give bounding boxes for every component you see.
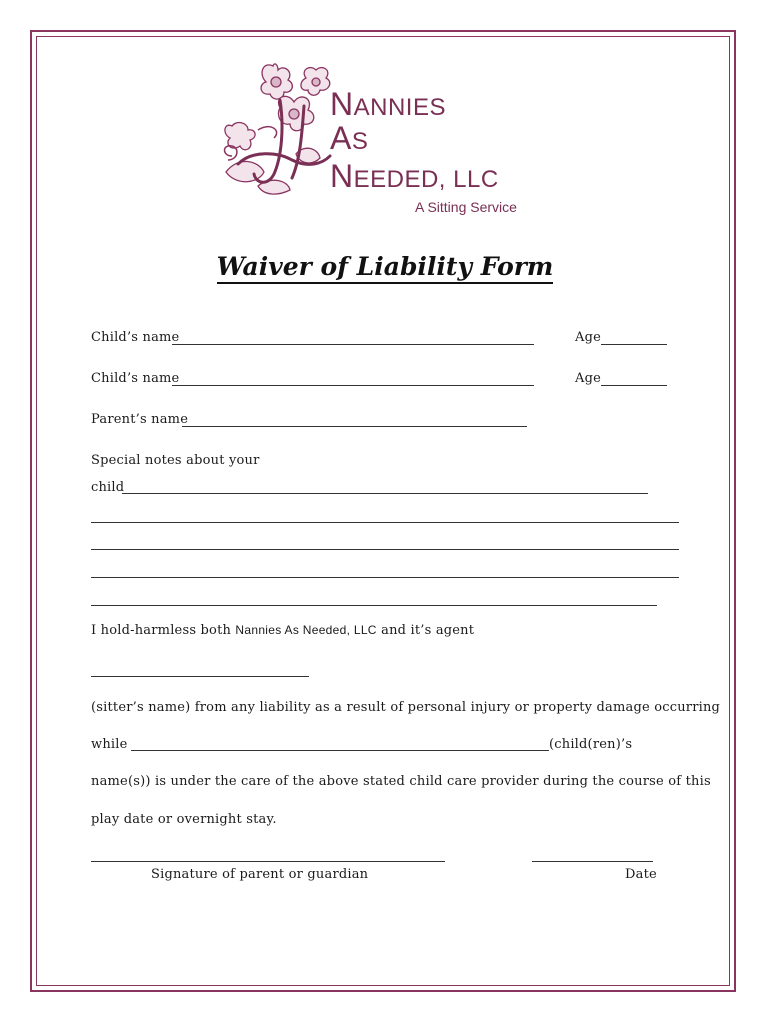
while-label: while bbox=[91, 737, 128, 752]
child-name-label-1: Child’s name bbox=[91, 330, 180, 345]
child-name-field-2[interactable] bbox=[172, 385, 534, 386]
age-field-1[interactable] bbox=[601, 344, 667, 345]
age-field-2[interactable] bbox=[601, 385, 667, 386]
special-notes-field-4[interactable] bbox=[91, 577, 679, 578]
parent-name-field[interactable] bbox=[182, 426, 527, 427]
special-notes-field-5[interactable] bbox=[91, 605, 657, 606]
special-notes-field-3[interactable] bbox=[91, 549, 679, 550]
signature-label: Signature of parent or guardian bbox=[151, 867, 369, 882]
brand-name-line-3: NEEDED, LLC bbox=[330, 158, 499, 194]
form-title: Waiver of Liability Form bbox=[0, 252, 770, 281]
date-label: Date bbox=[625, 867, 657, 882]
hold-harmless-suffix: and it’s agent bbox=[381, 623, 475, 638]
brand-name-line-1: NANNIES bbox=[330, 86, 446, 122]
signature-field[interactable] bbox=[91, 861, 445, 862]
children-names-label: (child(ren)’s bbox=[549, 737, 633, 752]
child-label: child bbox=[91, 480, 125, 495]
children-names-field[interactable] bbox=[131, 750, 549, 751]
brand-tagline: A Sitting Service bbox=[415, 199, 517, 215]
hold-harmless-statement bbox=[91, 623, 474, 638]
special-notes-label: Special notes about your bbox=[91, 453, 260, 468]
special-notes-field-2[interactable] bbox=[91, 522, 679, 523]
age-label-2: Age bbox=[575, 371, 602, 386]
sitter-liability-text: (sitter’s name) from any liability as a result of personal injury or property damage occurring bbox=[91, 700, 721, 715]
brand-name-line-2: AS bbox=[330, 120, 369, 156]
parent-name-label: Parent’s name bbox=[91, 412, 189, 427]
care-text: name(s)) is under the care of the above stated child care provider during the course of this bbox=[91, 774, 711, 789]
sitter-name-field[interactable] bbox=[91, 676, 309, 677]
flower-logo-icon bbox=[218, 56, 343, 196]
child-name-label-2: Child’s name bbox=[91, 371, 180, 386]
play-date-text: play date or overnight stay. bbox=[91, 812, 277, 827]
hold-harmless-prefix: I hold-harmless both bbox=[91, 623, 232, 638]
special-notes-field-1[interactable] bbox=[122, 493, 648, 494]
date-field[interactable] bbox=[532, 861, 653, 862]
hold-harmless-brand: Nannies As Needed, LLC bbox=[235, 623, 377, 637]
child-name-field-1[interactable] bbox=[172, 344, 534, 345]
age-label-1: Age bbox=[575, 330, 602, 345]
